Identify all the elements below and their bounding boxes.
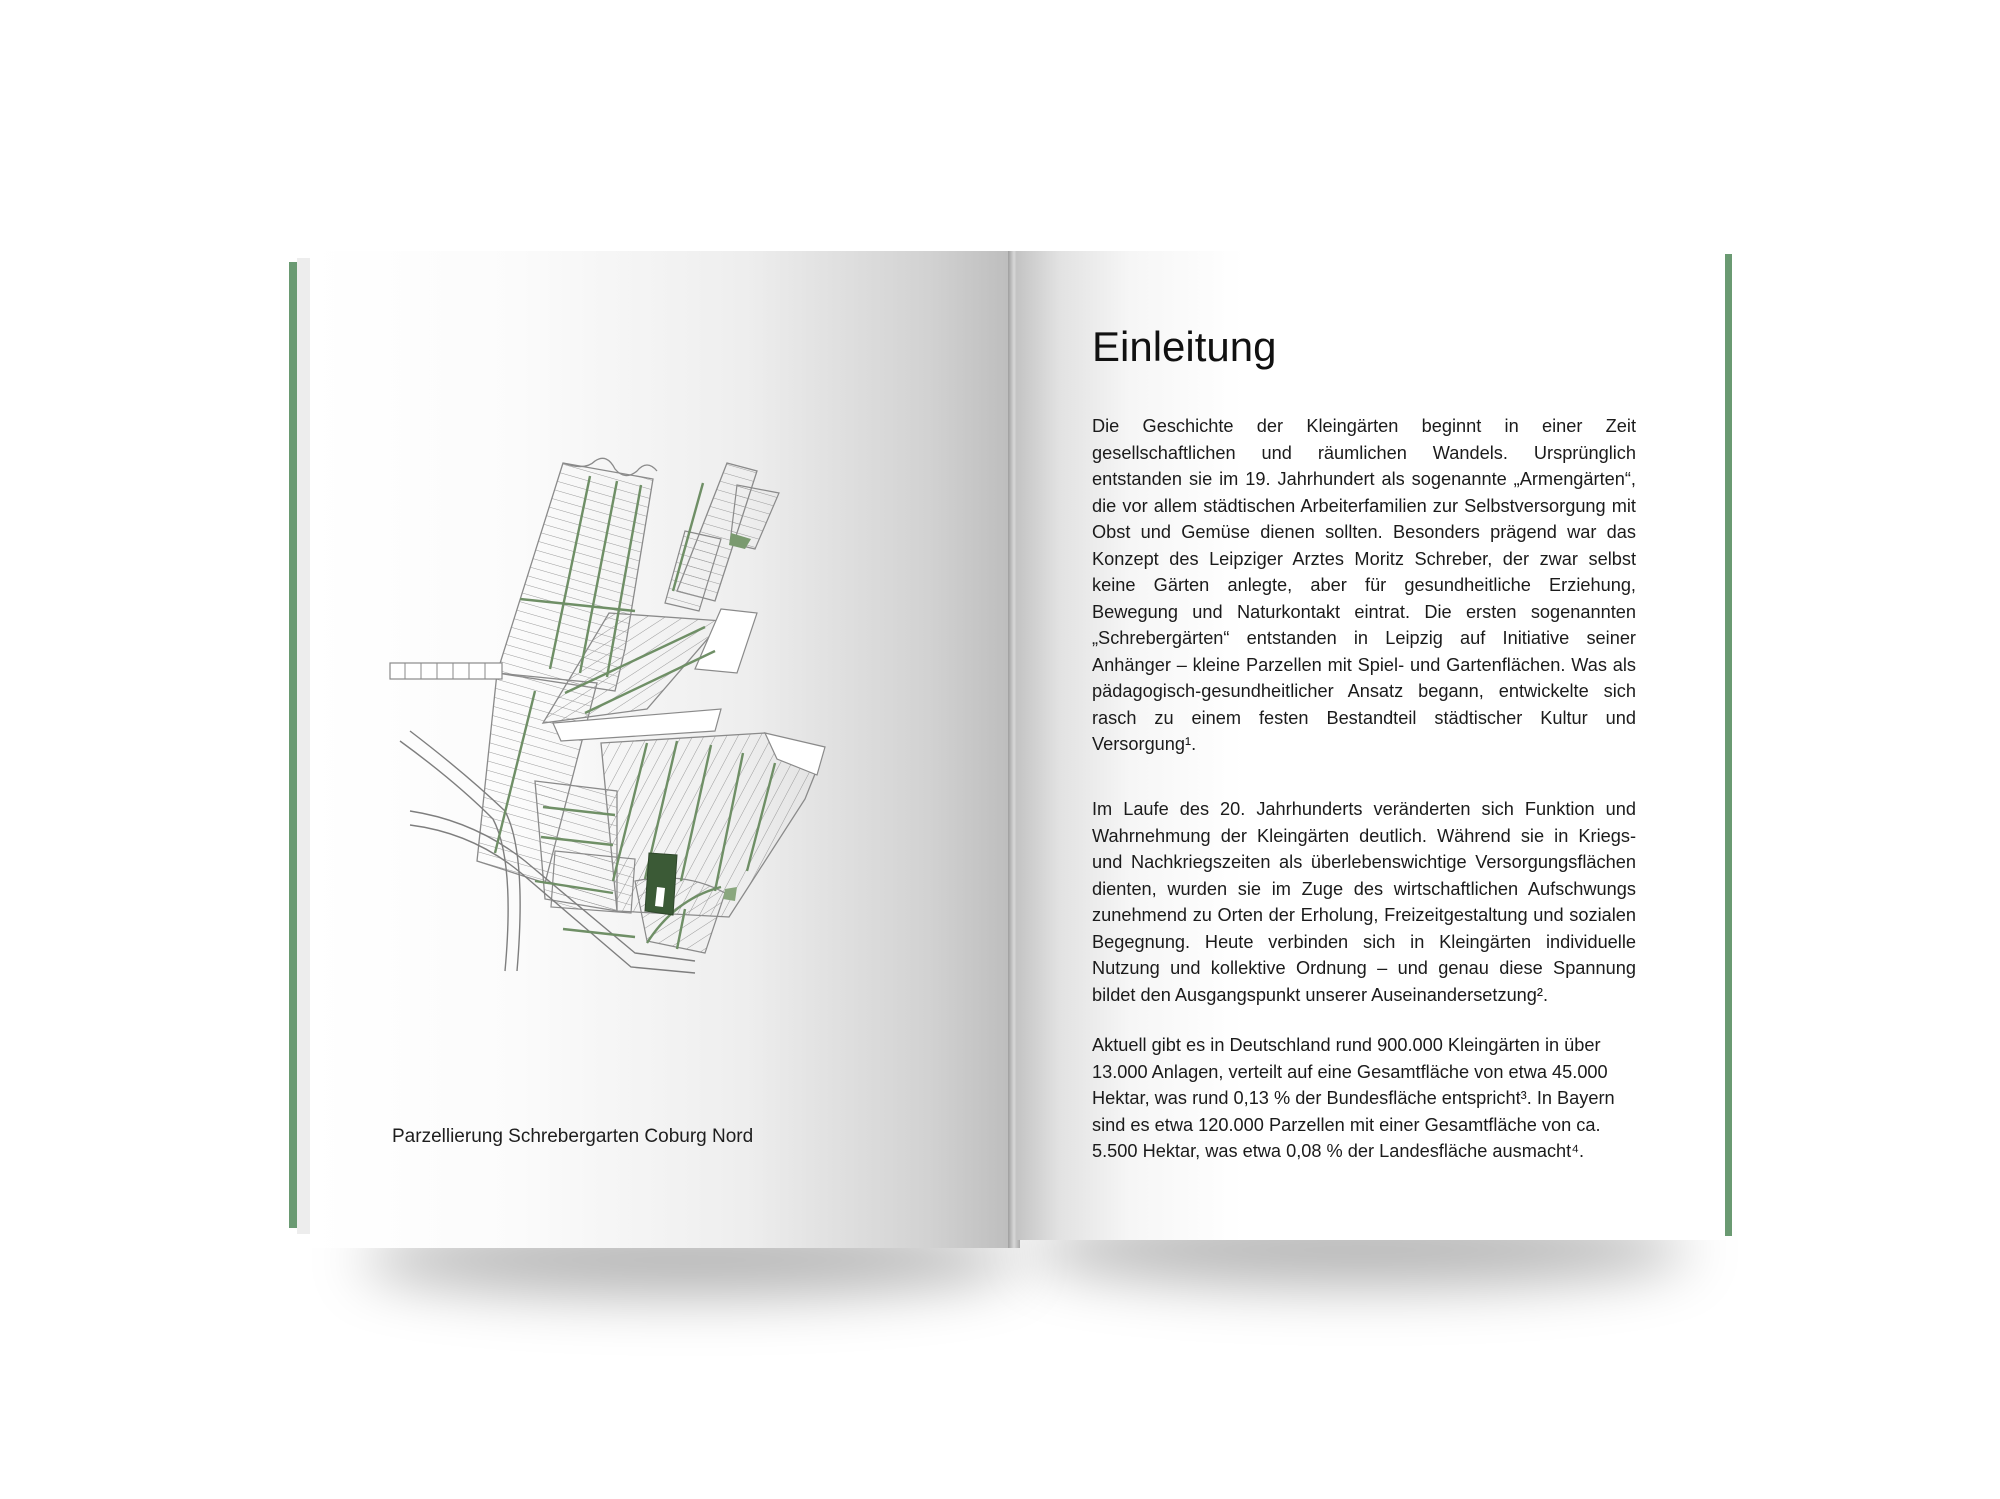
allotment-map — [385, 441, 945, 1041]
right-page — [1017, 251, 1725, 1240]
map-caption: Parzellierung Schrebergarten Coburg Nord — [392, 1126, 754, 1147]
paragraph-3: Aktuell gibt es in Deutschland rund 900.000 Kleingärten in über 13.000 Anlagen, verteilt auf eine Gesamtfläche von etwa 45.000 Hektar, was rund 0,13 % der Bundesfläche entspricht³. In Bayern sind es etwa 120.000 Parzellen mit einer Gesamtfläche von ca. 5.500 Hektar, was etwa 0,08 % der Landesfläche ausmacht⁴. — [1092, 1035, 1615, 1161]
paragraph-1: Die Geschichte der Kleingärten beginnt in einer Zeit gesellschaftlichen und räumlichen Wandels. Ursprünglich entstanden sie im 19. Jahrhundert als sogenannte „Armengärten“, die vor allem städtischen Arbeiterfamilien zur Selbstversorgung mit Obst und Gemüse dienen sollten. Besonders prägend war das Konzept des Leipziger Arztes Moritz Schreber, der zwar selbst keine Gärten anlegte, aber für gesundheitliche Erziehung, Bewegung und Naturkontakt eintrat. Die ersten sogenannten „Schrebergärten“ entstanden in Leipzig auf Initiative seiner Anhänger – kleine Parzellen mit Spiel- und Gartenflächen. Was als pädagogisch-gesundheitlicher Ansatz begann, entwickelte sich rasch zu einem festen Bestandteil städtischer Kultur und Versorgung¹. — [1092, 416, 1636, 754]
page-heading: Einleitung — [1092, 323, 1277, 370]
page-stack-left — [297, 258, 311, 1234]
paragraph-2: Im Laufe des 20. Jahrhunderts veränderten sich Funktion und Wahrnehmung der Kleingärten deutlich. Während sie in Kriegs- und Nachkriegszeiten als überlebenswichtige Versorgungsflächen dienten, wurden sie im Zuge des wirtschaftlichen Aufschwungs zunehmend zu Orten der Erholung, Freizeitgestaltung und sozialen Begegnung. Heute verbinden sich in Kleingärten individuelle Nutzung und kollektive Ordnung – und genau diese Spannung bildet den Ausgangspunkt unserer Auseinandersetzung². — [1092, 799, 1636, 1005]
cover-edge-left — [289, 262, 297, 1228]
left-page — [310, 251, 1012, 1248]
cover-edge-right — [1724, 254, 1732, 1236]
